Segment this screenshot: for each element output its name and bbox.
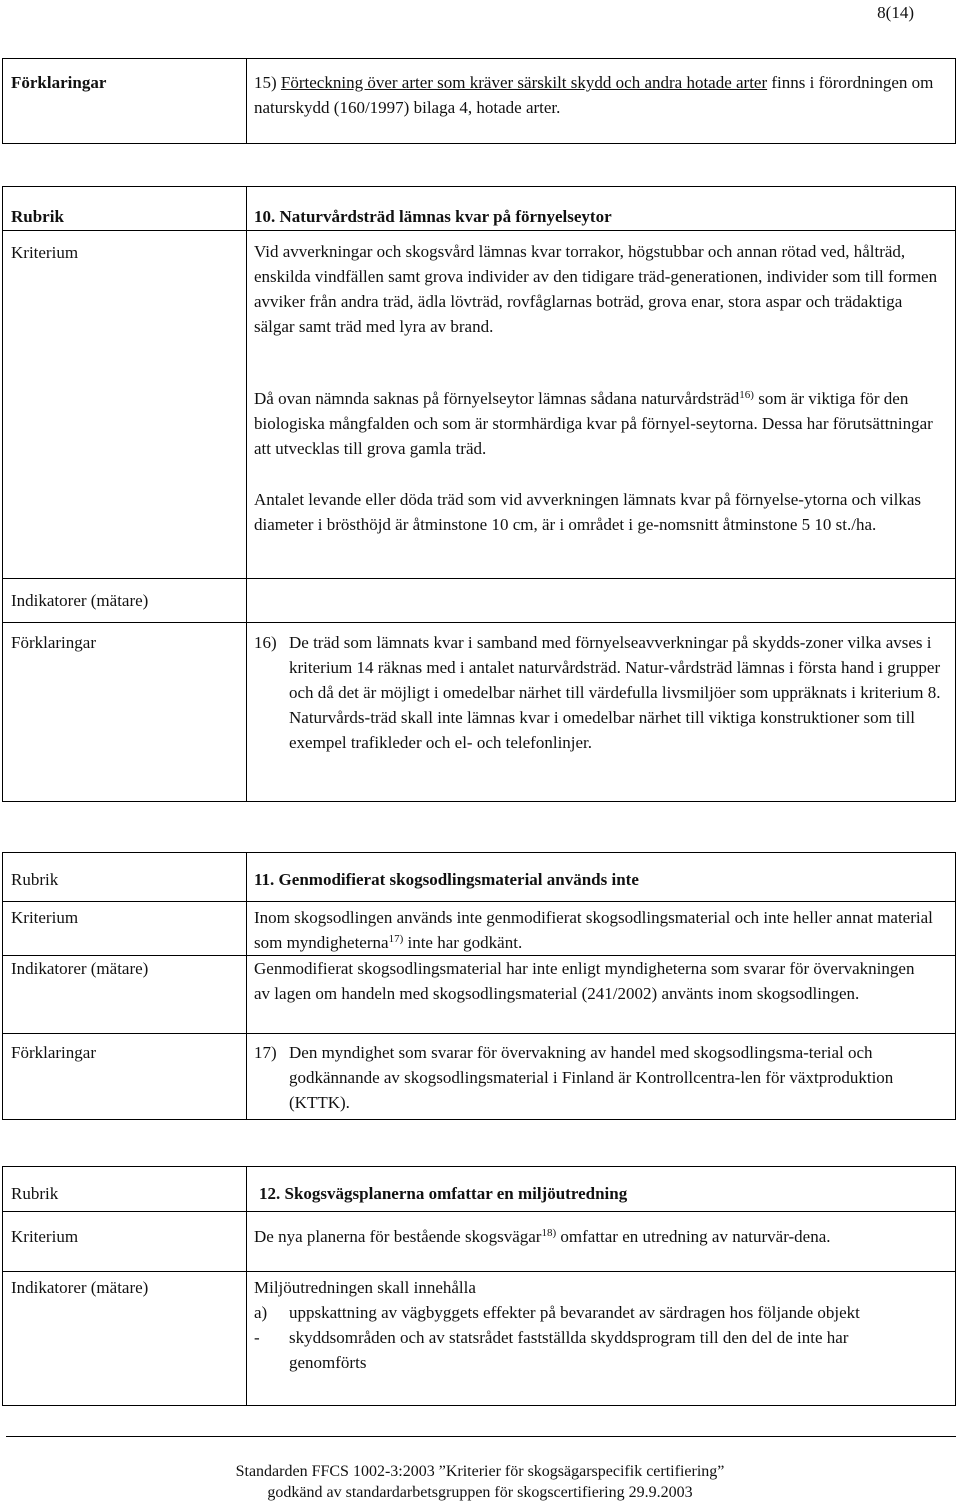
criterion-paragraph-3: Antalet levande eller döda träd som vid avverkningen lämnats kvar på förnyelse-ytorna och vilkas diameter i brösthöjd är åtminstone 10 cm, är i området i ge-nomsnitt åtminstone 5 10 st./ha.: [254, 490, 922, 534]
criterion-text-part: De nya planerna för bestående skogsvägar: [254, 1227, 542, 1246]
footer-line-1: Standarden FFCS 1002-3:2003 ”Kriterier för skogsägarspecifik certifiering”: [235, 1463, 725, 1480]
row-divider: [3, 622, 955, 623]
label-kriterium: Kriterium: [11, 908, 79, 927]
label-indikatorer: Indikatorer (mätare): [11, 959, 149, 978]
column-divider: [246, 59, 247, 143]
criterion-title: 11. Genmodifierat skogsodlingsmaterial används inte: [254, 870, 639, 889]
criterion-text-part: inte har godkänt.: [403, 933, 523, 952]
row-divider: [3, 230, 955, 231]
row-divider: [3, 1271, 955, 1272]
label-indikatorer: Indikatorer (mätare): [11, 591, 149, 610]
criterion-paragraph-1: Vid avverkningar och skogsvård lämnas kvar torrakor, högstubbar och annan rötad ved, hålträd, enskilda vindfällen samt grova individer av den tidigare träd-generationen, individer som till formen avviker från andra träd, ädla lövträd, rovfåglarnas boträd, grova enar, stora aspar och trädaktiga sälgar samt träd med lyra av brand.: [254, 242, 938, 336]
row-divider: [3, 1211, 955, 1212]
footer-divider: [6, 1436, 956, 1437]
section-box-criterion-11: [2, 852, 956, 1120]
footnote-ref: 16): [739, 389, 754, 401]
indicator-intro: Miljöutredningen skall innehålla: [254, 1278, 476, 1297]
criterion-text: [254, 1224, 937, 1249]
page-number: 8(14): [877, 3, 914, 22]
list-item: [254, 1325, 927, 1375]
list-item: [254, 1300, 927, 1325]
criterion-paragraph-2: [254, 386, 945, 461]
footnote-text-underlined: Förteckning över arter som kräver särskilt skydd och andra hotade arter: [280, 73, 768, 92]
criterion-text-part: Inom skogsodlingen används inte genmodifierat skogsodlingsmaterial och inte heller annat material som myndigheterna: [254, 908, 933, 952]
footnote-16: [254, 630, 945, 755]
column-divider: [246, 853, 247, 1119]
section-box-criterion-10: [2, 186, 956, 802]
footnote-number: 17): [254, 1043, 277, 1062]
label-indikatorer: Indikatorer (mätare): [11, 1278, 149, 1297]
footnote-number: 15): [254, 73, 277, 92]
list-marker: -: [254, 1328, 260, 1347]
paragraph-text: som är viktiga för den biologiska mångfalden och som är stormhärdiga kvar på förnyel-seytorna. Dessa har förutsättningar att utvecklas till grova gamla träd.: [254, 389, 933, 458]
paragraph-text: Då ovan nämnda saknas på förnyelseytor lämnas sådana naturvårdsträd: [254, 389, 740, 408]
footer-line-2: godkänd av standardarbetsgruppen för skogscertifiering 29.9.2003: [267, 1484, 693, 1501]
label-forklaringar: Förklaringar: [11, 1043, 96, 1062]
label-kriterium: Kriterium: [11, 243, 79, 262]
list-item-text: uppskattning av vägbyggets effekter på bevarandet av särdragen hos följande objekt: [289, 1303, 860, 1322]
list-marker: a): [254, 1303, 268, 1322]
footnote-ref: 17): [388, 933, 404, 945]
footnote-text: De träd som lämnats kvar i samband med förnyelseavverkningar på skydds-zoner vilka avses i kriterium 14 räknas med i antalet naturvårdsträd. Natur-vårdsträd lämnas i första hand i grupper och då det är möjligt i omedelbar närhet till värdefulla livsmiljöer som uppräknats i kriterium 8. Naturvårds-träd skall inte lämnas kvar i omedelbar närhet till viktiga konstruktioner som till exempel trafikleder och el- och telefonlinjer.: [289, 633, 941, 752]
column-divider: [246, 1167, 247, 1405]
label-forklaringar: Förklaringar: [11, 633, 96, 652]
indicator-text: Genmodifierat skogsodlingsmaterial har inte enligt myndigheterna som svarar för övervakningen av lagen om handeln med skogsodlingsmaterial (241/2002) använts inom skogsodlingen.: [254, 959, 915, 1003]
label-rubrik: Rubrik: [11, 870, 59, 889]
section-box-explanation-15: [2, 58, 956, 144]
footnote-text: Den myndighet som svarar för övervakning av handel med skogsodlingsma-terial och godkännande av skogsodlingsmaterial i Finland är Kontrollcentra-len för växtproduktion (KTTK).: [289, 1043, 894, 1112]
label-forklaringar: Förklaringar: [11, 73, 107, 92]
row-divider: [3, 901, 955, 902]
column-divider: [246, 187, 247, 801]
footnote-17: [254, 1040, 945, 1115]
footnote-15: [254, 70, 949, 120]
footnote-number: 16): [254, 633, 277, 652]
section-box-criterion-12: [2, 1166, 956, 1406]
criterion-title: 12. Skogsvägsplanerna omfattar en miljöutredning: [259, 1184, 628, 1203]
footnote-text: finns i förordningen om naturskydd (160/1997) bilaga 4, hotade arter.: [254, 73, 934, 117]
label-rubrik: Rubrik: [11, 1184, 59, 1203]
footnote-ref: 18): [541, 1227, 557, 1239]
list-item-text: skyddsområden och av statsrådet fastställda skyddsprogram till den del de inte har genomförts: [289, 1328, 849, 1372]
label-rubrik: Rubrik: [11, 207, 64, 226]
indicator-block: [254, 1275, 927, 1375]
criterion-title: 10. Naturvårdsträd lämnas kvar på förnyelseytor: [254, 207, 612, 226]
row-divider: [3, 1033, 955, 1034]
row-divider: [3, 578, 955, 579]
criterion-text: [254, 905, 937, 955]
label-kriterium: Kriterium: [11, 1227, 79, 1246]
criterion-text-part: omfattar en utredning av naturvär-dena.: [556, 1227, 831, 1246]
